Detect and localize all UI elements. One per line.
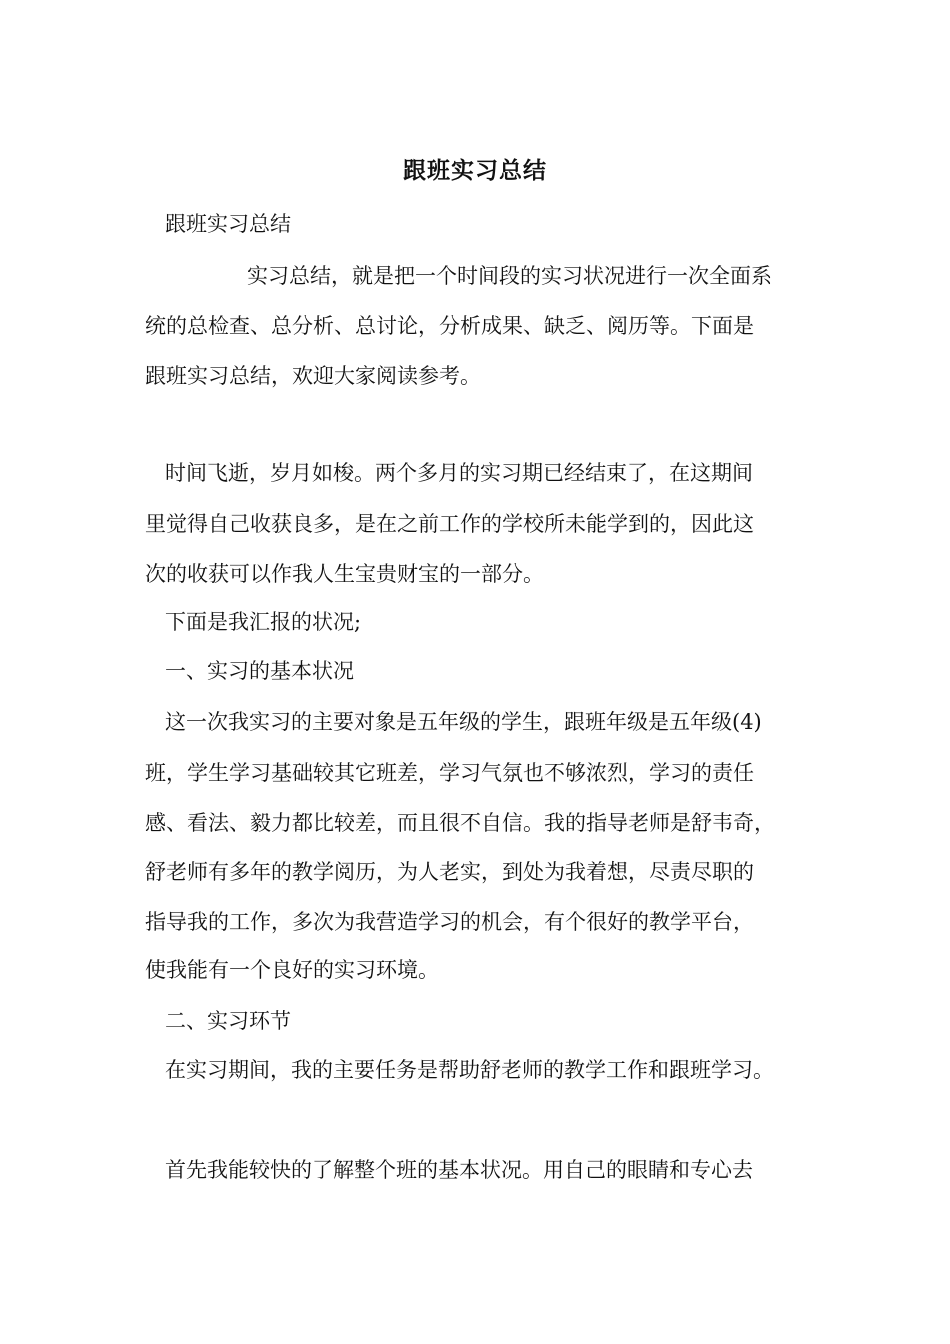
paragraph-line: 在实习期间，我的主要任务是帮助舒老师的教学工作和跟班学习。 xyxy=(165,1058,774,1082)
document-title: 跟班实习总结 xyxy=(403,157,547,184)
paragraph-line: 里觉得自己收获良多，是在之前工作的学校所未能学到的，因此这 xyxy=(145,512,754,536)
paragraph-line: 首先我能较快的了解整个班的基本状况。用自己的眼睛和专心去 xyxy=(165,1158,753,1182)
paragraph-line: 实习总结，就是把一个时间段的实习状况进行一次全面系 xyxy=(247,264,772,288)
section-heading: 二、实习环节 xyxy=(165,1009,291,1033)
paragraph-line: 使我能有一个良好的实习环境。 xyxy=(145,958,439,982)
paragraph-line: 时间飞逝，岁月如梭。两个多月的实习期已经结束了，在这期间 xyxy=(165,461,753,485)
paragraph-line: 舒老师有多年的教学阅历，为人老实，到处为我着想，尽责尽职的 xyxy=(145,860,754,884)
paragraph-line: 下面是我汇报的状况; xyxy=(165,610,362,634)
paragraph-line: 指导我的工作，多次为我营造学习的机会，有个很好的教学平台， xyxy=(145,910,754,934)
intro-heading: 跟班实习总结 xyxy=(165,212,291,236)
paragraph-line: 感、看法、毅力都比较差，而且很不自信。我的指导老师是舒韦奇， xyxy=(145,811,775,835)
paragraph-line: 跟班实习总结，欢迎大家阅读参考。 xyxy=(145,364,481,388)
paragraph-line: 这一次我实习的主要对象是五年级的学生，跟班年级是五年级(4) xyxy=(165,710,762,734)
paragraph-line: 次的收获可以作我人生宝贵财宝的一部分。 xyxy=(145,562,544,586)
section-heading: 一、实习的基本状况 xyxy=(165,659,354,683)
paragraph-line: 班，学生学习基础较其它班差，学习气氛也不够浓烈，学习的责任 xyxy=(145,761,754,785)
paragraph-line: 统的总检查、总分析、总讨论，分析成果、缺乏、阅历等。下面是 xyxy=(145,314,754,338)
